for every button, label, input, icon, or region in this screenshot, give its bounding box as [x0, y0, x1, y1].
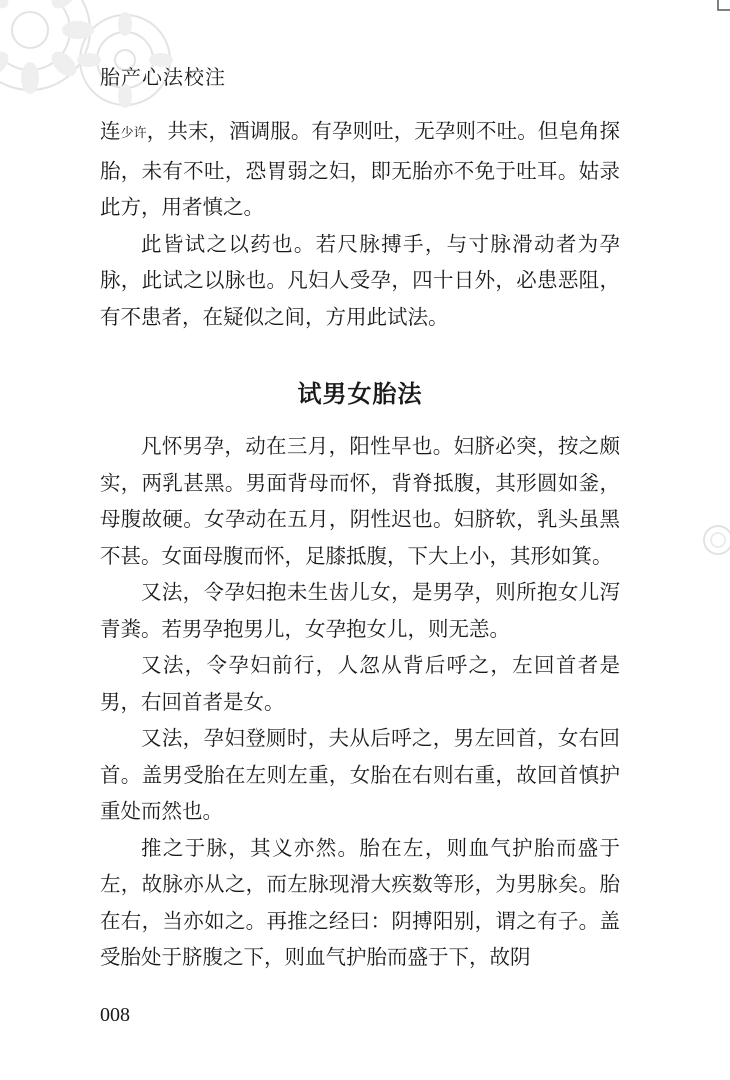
- paragraph: 又法，孕妇登厕时，夫从后呼之，男左回首，女右回首。盖男受胎在左则左重，女胎在右则右重，故回首慎护重处而然也。: [100, 726, 620, 823]
- section-heading: 试男女胎法: [297, 380, 423, 408]
- paragraph: 又法，令孕妇前行，人忽从背后呼之，左回首者是男，右回首者是女。: [100, 653, 620, 714]
- page-number: 008: [100, 1004, 130, 1026]
- paragraph: 又法，令孕妇抱未生齿儿女，是男孕，则所抱女儿泻青粪。若男孕抱男儿，女孕抱女儿，则无恙。: [100, 580, 620, 641]
- paragraph: 此皆试之以药也。若尺脉搏手，与寸脉滑动者为孕脉，此试之以脉也。凡妇人受孕，四十日外，必患恶阻，有不患者，在疑似之间，方用此试法。: [100, 231, 620, 329]
- floral-ornament-icon: [0, 0, 190, 120]
- paragraph-text-start: 连: [100, 119, 121, 143]
- body-text-block: [100, 428, 620, 976]
- paragraph-text-rest: ，共末，酒调服。有孕则吐，无孕则不吐。但皂角探胎，未有不吐，恐胃弱之妇，即无胎亦不免于吐耳。姑录此方，用者慎之。: [100, 119, 621, 219]
- running-header-title: 胎产心法校注: [100, 65, 226, 89]
- crop-mark-icon: [712, 0, 730, 18]
- paragraph-continued: [100, 113, 620, 226]
- seal-watermark-icon: [690, 520, 730, 560]
- paragraph: 凡怀男孕，动在三月，阳性早也。妇脐必突，按之颇实，两乳甚黑。男面背母而怀，背脊抵腹，其形圆如釜，母腹故硬。女孕动在五月，阴性迟也。妇脐软，乳头虽黑不甚。女面母腹而怀，足膝抵腹，下大上小，其形如箕。: [100, 434, 620, 568]
- paragraph: 推之于脉，其义亦然。胎在左，则血气护胎而盛于左，故脉亦从之，而左脉现滑大疾数等形，为男脉矣。胎在右，当亦如之。再推之经曰：阴搏阳别，谓之有子。盖受胎处于脐腹之下，则血气护胎而盛于下，故阴: [100, 835, 620, 969]
- top-text-block: [100, 113, 620, 335]
- inline-annotation: 少许: [120, 126, 147, 141]
